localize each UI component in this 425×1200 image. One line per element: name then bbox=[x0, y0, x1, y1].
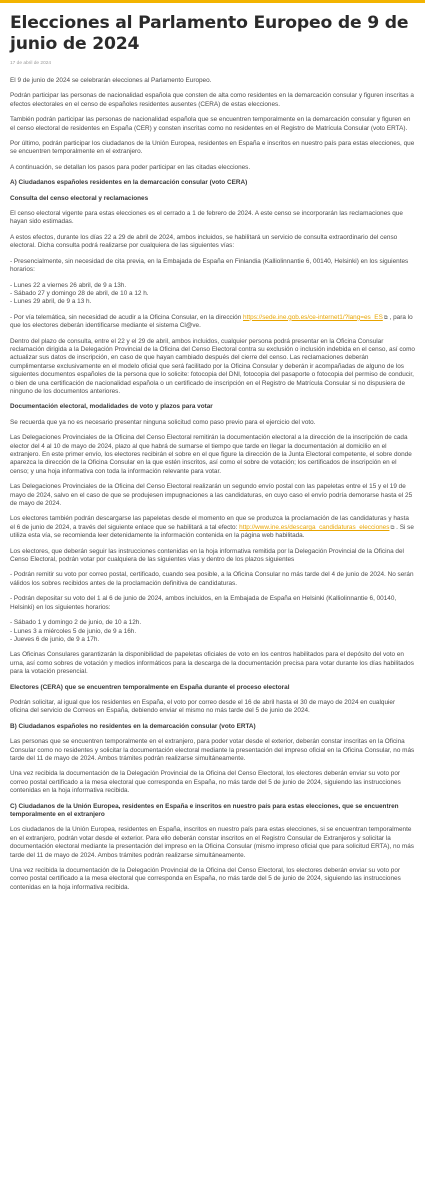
paragraph: El censo electoral vigente para estas elecciones es el cerrado a 1 de febrero de 2024. A este censo se incorporarán las reclamaciones que hayan sido estimadas. bbox=[10, 210, 403, 226]
ine-candidaturas-link[interactable]: http://www.ine.es/descarga_candidaturas_elecciones bbox=[239, 523, 390, 531]
paragraph: Se recuerda que ya no es necesario presentar ninguna solicitud como paso previo para el ejercicio del voto. bbox=[10, 418, 316, 426]
paragraph: Las personas que se encuentren temporalmente en el extranjero, para poder votar desde el exterior, deberán constar inscritas en la Oficina Consular como no residentes y solicitar la documentación electoral mediante la presentación del impreso oficial en la Oficina Consular, no más tarde del 11 de mayo de 2024. Ambos trámites podrán realizarse simultáneamente. bbox=[10, 738, 415, 762]
paragraph-text: . Si se utiliza esta vía, se recomienda leer detenidamente la información contenida en la página web habilitada. bbox=[10, 523, 414, 540]
paragraph: A continuación, se detallan los pasos para poder participar en las citadas elecciones. bbox=[10, 163, 251, 171]
paragraph: Las Oficinas Consulares garantizarán la disponibilidad de papeletas oficiales de voto en los centros habilitados para el depósito del voto en urna, así como sobres de votación y medios informáticos para la descarga de la documentación precisa para votar durante los días habilitados para la votación presencial. bbox=[10, 651, 414, 676]
paragraph: - Podrán depositar su voto del 1 al 6 de junio de 2024, ambos incluidos, en la Embajada de España en Helsinki (Kalliolinnantie 6, 00140, Helsinki) en los siguientes horarios: bbox=[10, 595, 397, 611]
paragraph: Las Delegaciones Provinciales de la Oficina del Censo Electoral realizarán un segundo envío postal con las papeletas entre el 15 y el 19 de mayo de 2024, salvo en el caso de que se produjesen impugnaciones a las candidaturas, en cuyo caso el envío podría demorarse hasta el 25 de mayo de 2024. bbox=[10, 483, 413, 508]
paragraph: Dentro del plazo de consulta, entre el 22 y el 29 de abril, ambos incluidos, cualquier persona podrá presentar en la Oficina Consular reclamación dirigida a la Delegación Provincial de la Oficina del Censo Electoral contra su exclusión o inclusión indebida en el censo, así como actualizar sus datos de inscripción, en caso de que hayan cambiado después del cierre del censo. Las reclamaciones deberán cumplimentarse exclusivamente en el modelo oficial que será facilitado por la Oficina Consular y deberán ir acompañadas de alguno de los siguientes documentos españoles de la persona que lo solicite: fotocopia del DNI, fotocopia del pasaporte o fotocopia del permiso de conducir, o bien de una certificación de nacionalidad española o un certificado de inscripción en el Registro de Matrícula Consular si no dispusiera de ninguno de los documentos anteriores. bbox=[10, 337, 415, 395]
paragraph-telematica bbox=[10, 314, 415, 331]
paragraph-text: Los electores también podrán descargarse las papeletas desde el momento en que se produzca la proclamación de las candidaturas y hasta el 6 de junio de 2024, a través del siguiente enlace que se habilitará a tal efecto: bbox=[10, 515, 409, 531]
paragraph-intro: El 9 de junio de 2024 se celebrarán elecciones al Parlamento Europeo. bbox=[10, 77, 212, 84]
paragraph: Los ciudadanos de la Unión Europea, residentes en España, inscritos en nuestro país para estas elecciones, si se encuentran temporalmente en el extranjero, podrán votar desde el exterior. Para ello deberán constar inscritos en el Registro Consular de Extranjeros y solicitar la documentación electoral mediante la presentación del impreso en la Oficina Consular (mismo impreso oficial que para solicitud ERTA), no más tarde del 11 de mayo de 2024. Ambos trámites podrán realizarse simultáneamente. bbox=[10, 826, 414, 859]
subsection-heading-documentacion: Documentación electoral, modalidades de voto y plazos para votar bbox=[10, 403, 213, 411]
paragraph: Podrán solicitar, al igual que los residentes en España, el voto por correo desde el 16 de abril hasta el 30 de mayo de 2024 en cualquier oficina del servicio de Correos en España, debiendo enviar el mismo no más tarde del 5 de junio de 2024. bbox=[10, 698, 396, 715]
paragraph: Una vez recibida la documentación de la Delegación Provincial de la Oficina del Censo Electoral, los electores deberán enviar su voto por correo postal certificado a la mesa electoral que corresponda en España, no más tarde del 5 de junio de 2024, siguiendo las instrucciones contenidas en la hoja informativa recibida. bbox=[10, 770, 401, 795]
list-item: - Lunes 29 abril, de 9 a 13 h. bbox=[10, 298, 92, 306]
schedule-list-consulta bbox=[10, 282, 415, 307]
list-item: - Sábado 1 y domingo 2 de junio, de 10 a 12h. bbox=[10, 619, 142, 627]
subsection-heading-cer: Electores (CERA) que se encuentren temporalmente en España durante el proceso electoral bbox=[10, 683, 290, 691]
paragraph: Las Delegaciones Provinciales de la Oficina del Censo Electoral remitirán la documentación electoral a la dirección de la inscripción de cada elector del 4 al 10 de mayo de 2024, plazo al que habrá de sumarse el tiempo que tarde en llegar la documentación al domicilio en el extranjero. En este primer envío, los electores recibirán el sobre en el que figure la dirección de la Junta Electoral competente, el sobre donde aparezca la dirección de la Oficina Consular en la que estén inscritos, así como el sobre de votación; los certificados de inscripción en el censo; y una hoja informativa con toda la información relevante para votar. bbox=[10, 434, 412, 475]
paragraph-descarga bbox=[10, 515, 415, 540]
article bbox=[0, 3, 425, 892]
paragraph: - Presencialmente, sin necesidad de cita previa, en la Embajada de España en Finlandia (Kalliolinnantie 6, 00140, Helsinki) en los siguientes horarios: bbox=[10, 257, 409, 274]
list-item: - Jueves 6 de junio, de 9 a 17h. bbox=[10, 635, 100, 643]
paragraph: Una vez recibida la documentación de la Delegación Provincial de la Oficina del Censo Electoral, los electores deberán enviar su voto por correo postal certificado a la mesa electoral que corresponda en España, no más tarde del 5 de junio de 2024, siguiendo las instrucciones contenidas en la hoja informativa recibida. bbox=[10, 867, 401, 891]
paragraph: - Podrán remitir su voto por correo postal, certificado, cuando sea posible, a la Oficina Consular no más tarde del 4 de junio de 2024. No serán válidos los sobres recibidos antes de la proclamación definitiva de candidaturas. bbox=[10, 571, 414, 587]
ine-consulta-link[interactable]: https://sede.ine.gob.es/ce-internet1/?lang=es_ES bbox=[243, 313, 383, 321]
paragraph: A estos efectos, durante los días 22 a 29 de abril de 2024, ambos incluidos, se habilitará un servicio de consulta extraordinario del censo electoral. Dicha consulta podrá realizarse por cualquiera de las siguientes vías: bbox=[10, 233, 398, 250]
section-heading-c: C) Ciudadanos de la Unión Europea, residentes en España e inscritos en nuestro país para estas elecciones, que se encuentren temporalmente en el extranjero bbox=[10, 802, 399, 818]
paragraph-text: - Por vía telemática, sin necesidad de acudir a la Oficina Consular, en la dirección bbox=[10, 313, 244, 321]
paragraph-text: , para lo que los electores deberán identificarse mediante el sistema Cl@ve. bbox=[10, 313, 413, 330]
list-item: - Sábado 27 y domingo 28 de abril, de 10 a 12 h. bbox=[10, 289, 149, 297]
schedule-list-voto bbox=[10, 619, 415, 644]
list-item: - Lunes 3 a miércoles 5 de junio, de 9 a 16h. bbox=[10, 627, 137, 635]
publish-date: 17 de abril de 2024 bbox=[10, 61, 52, 66]
section-heading-b: B) Ciudadanos españoles no residentes en la demarcación consular (voto ERTA) bbox=[10, 722, 256, 730]
paragraph: Los electores, que deberán seguir las instrucciones contenidas en la hoja informativa remitida por la Delegación Provincial de la Oficina del Censo Electoral, podrán votar por cualquiera de las siguientes vías y dentro de los plazos siguientes bbox=[10, 547, 404, 564]
page-title: Elecciones al Parlamento Europeo de 9 de junio de 2024 bbox=[10, 13, 409, 54]
paragraph: Por último, podrán participar los ciudadanos de la Unión Europea, residentes en España e inscritos en nuestro país para estas elecciones, que se encuentren temporalmente en el extranjero. bbox=[10, 140, 415, 156]
paragraph: También podrán participar las personas de nacionalidad española que se encuentren temporalmente en la demarcación consular y figuren en el censo electoral de residentes en España (CER) y consten inscritas como no residentes en el Registro de Matrícula Consular (voto ERTA). bbox=[10, 116, 411, 132]
external-link-icon: ⧉ bbox=[383, 314, 388, 321]
list-item: - Lunes 22 a viernes 26 abril, de 9 a 13h. bbox=[10, 281, 127, 289]
subsection-heading-censo: Consulta del censo electoral y reclamaciones bbox=[10, 194, 149, 202]
section-heading-a: A) Ciudadanos españoles residentes en la demarcación consular (voto CERA) bbox=[10, 179, 248, 187]
paragraph: Podrán participar las personas de nacionalidad española que consten de alta como residentes en la demarcación consular y figuren inscritas a efectos electorales en el censo de españoles residentes ausentes (CERA) de estas elecciones. bbox=[10, 92, 414, 108]
external-link-icon: ⧉ bbox=[390, 524, 395, 531]
